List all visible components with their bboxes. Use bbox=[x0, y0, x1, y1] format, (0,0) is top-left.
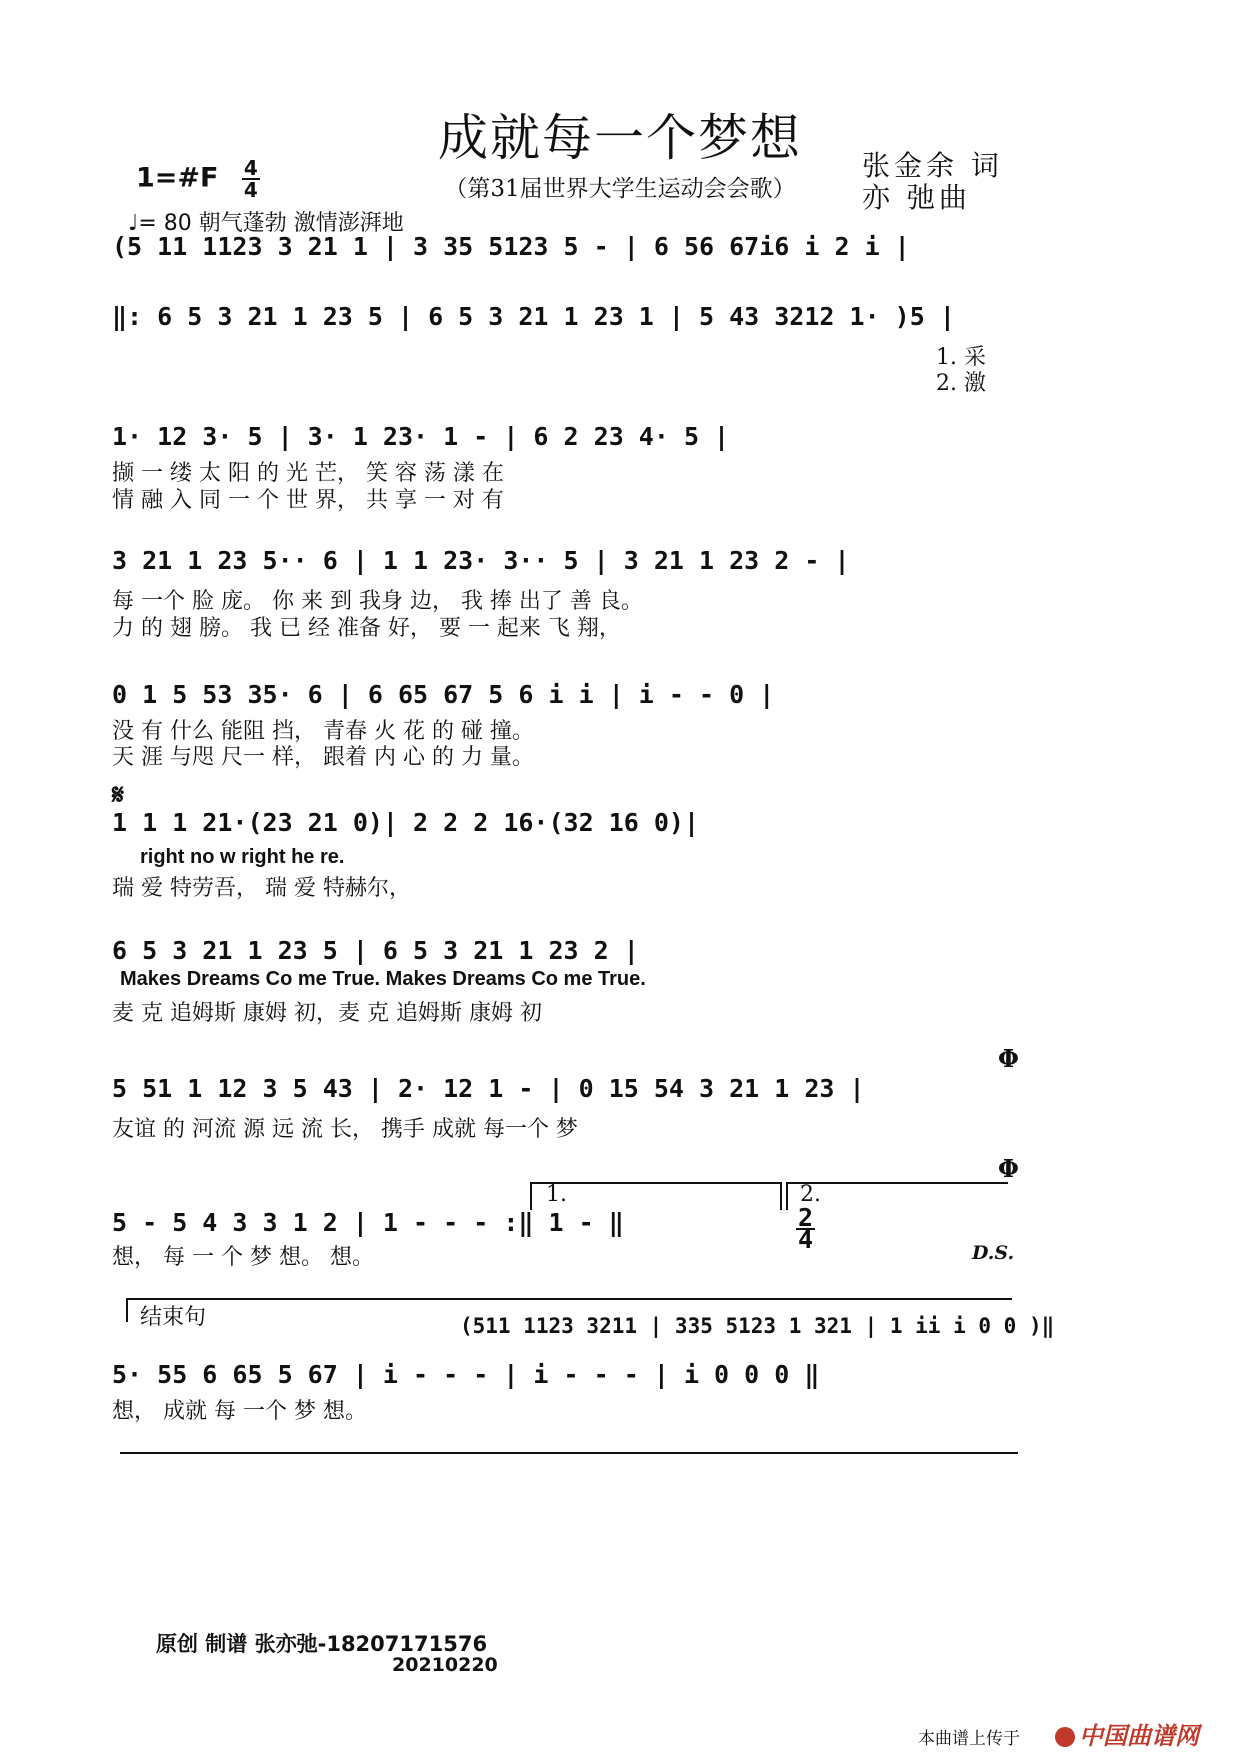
time-numerator: 4 bbox=[243, 156, 258, 180]
notation-line-6: 1 1 1 21·(23 21 0)| 2 2 2 16·(32 16 0)| bbox=[112, 808, 699, 837]
lyric-line-7-2: 麦 克 追姆斯 康姆 初，麦 克 追姆斯 康姆 初 bbox=[112, 1001, 542, 1026]
notation-line-3: 1· 12 3· 5 | 3· 1 23· 1 - | 6 2 23 4· 5 | bbox=[112, 422, 730, 451]
lyric-line-3-1: 撷 一 缕 太 阳 的 光 芒， 笑 容 荡 漾 在 bbox=[112, 461, 504, 486]
volta-first-label: 1. bbox=[546, 1182, 567, 1207]
page-subtitle: （第31届世界大学生运动会会歌） bbox=[444, 176, 796, 202]
notation-line-9: 5 - 5 4 3 3 1 2 | 1 - - - :‖ 1 - ‖ bbox=[112, 1208, 624, 1237]
site-logo[interactable] bbox=[1055, 1716, 1199, 1751]
lyric-line-5-1: 没 有 什么 能阻 挡， 青春 火 花 的 碰 撞。 bbox=[112, 719, 534, 744]
lyric-line-5-2: 天 涯 与咫 尺一 样， 跟着 内 心 的 力 量。 bbox=[112, 745, 534, 770]
lyric-line-2-2: 2. 激 bbox=[936, 371, 986, 396]
footer-divider bbox=[120, 1452, 1018, 1454]
ending-notes: (511 1123 3211 | 335 5123 1 321 | 1 ii i 0 0 )‖ bbox=[460, 1314, 1055, 1338]
lyric-line-2-1: 1. 采 bbox=[936, 345, 986, 370]
time-denominator: 4 bbox=[243, 178, 258, 202]
notation-line-2: ‖: 6 5 3 21 1 23 5 | 6 5 3 21 1 23 1 | 5 43 3212 1· )5 | bbox=[112, 302, 955, 331]
footer-date: 20210220 bbox=[392, 1654, 498, 1676]
lyric-line-6-2: 瑞 爱 特劳吾， 瑞 爱 特赫尔， bbox=[112, 876, 411, 901]
coda-sign-2: Φ bbox=[998, 1154, 1019, 1183]
notation-line-8: 5 51 1 12 3 5 43 | 2· 12 1 - | 0 15 54 3 21 1 23 | bbox=[112, 1074, 865, 1103]
segno-sign: 𝄋 bbox=[112, 778, 125, 811]
upload-text: 本曲谱上传于 bbox=[918, 1729, 1020, 1749]
site-name: 中国曲谱网 bbox=[1079, 1722, 1199, 1750]
site-logo-icon bbox=[1055, 1727, 1075, 1747]
time-signature bbox=[242, 158, 260, 200]
key-signature bbox=[136, 158, 260, 200]
lyric-line-4-2: 力 的 翅 膀。 我 已 经 准备 好， 要 一 起来 飞 翔， bbox=[112, 616, 621, 641]
notation-line-5: 0 1 5 53 35· 6 | 6 65 67 5 6 i i | i - - 0 | bbox=[112, 680, 775, 709]
coda-sign-1: Φ bbox=[998, 1044, 1019, 1073]
notation-line-1: (5 11 1123 3 21 1 | 3 35 5123 5 - | 6 56 67i6 i 2 i | bbox=[112, 232, 910, 261]
ending-label: 结束句 bbox=[140, 1305, 207, 1330]
time2-num: 2 bbox=[798, 1203, 814, 1232]
lyric-line-9-1: 想， 每 一 个 梦 想。 想。 bbox=[112, 1245, 374, 1270]
ds-mark: D.S. bbox=[972, 1242, 1015, 1264]
lyric-line-7-1: Makes Dreams Co me True. Makes Dreams Co me True. bbox=[120, 968, 646, 990]
lyric-line-10-1: 想， 成就 每 一个 梦 想。 bbox=[112, 1399, 367, 1424]
notation-line-7: 6 5 3 21 1 23 5 | 6 5 3 21 1 23 2 | bbox=[112, 936, 639, 965]
volta-second-label: 2. bbox=[800, 1182, 821, 1207]
lyric-line-3-2: 情 融 入 同 一 个 世 界， 共 享 一 对 有 bbox=[112, 488, 504, 513]
lyricist: 张金余 词 bbox=[862, 149, 1003, 182]
notation-line-10: 5· 55 6 65 5 67 | i - - - | i - - - | i 0 0 0 ‖ bbox=[112, 1360, 820, 1389]
key-text: 1=#F bbox=[136, 162, 219, 194]
tempo-marking: ♩= 80 朝气蓬勃 激情澎湃地 bbox=[128, 211, 404, 236]
lyric-line-8-1: 友谊 的 河流 源 远 流 长， 携手 成就 每一个 梦 bbox=[112, 1117, 578, 1142]
lyric-line-4-1: 每 一个 脸 庞。 你 来 到 我身 边， 我 捧 出了 善 良。 bbox=[112, 589, 643, 614]
notation-line-4: 3 21 1 23 5·· 6 | 1 1 23· 3·· 5 | 3 21 1 23 2 - | bbox=[112, 546, 850, 575]
footer-credit: 原创 制谱 张亦弛-18207171576 bbox=[156, 1632, 488, 1656]
time2-den: 4 bbox=[798, 1225, 814, 1254]
volta-first bbox=[530, 1182, 782, 1210]
page-title: 成就每一个梦想 bbox=[438, 109, 802, 167]
composer: 亦 弛曲 bbox=[862, 181, 971, 214]
lyric-line-6-1: right no w right he re. bbox=[140, 846, 345, 868]
time-change bbox=[796, 1203, 815, 1254]
